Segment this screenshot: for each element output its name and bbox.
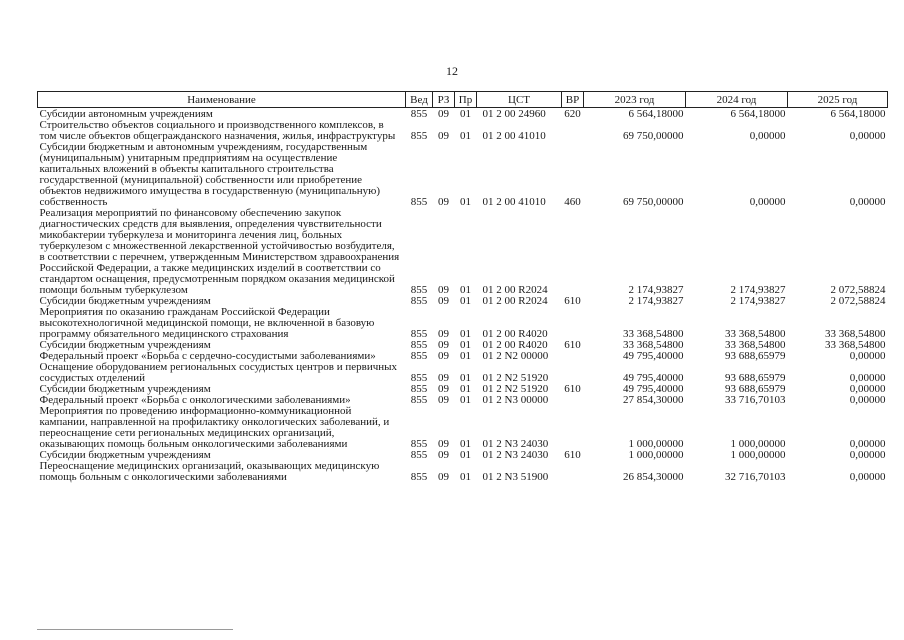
cell-y2024: 93 688,65979 <box>725 383 786 395</box>
table-row <box>38 461 888 483</box>
cell-pr: 01 <box>460 449 471 461</box>
cell-cst: 01 2 N3 00000 <box>482 394 549 406</box>
cell-pr: 01 <box>460 196 471 208</box>
cell-ved: 855 <box>410 394 428 406</box>
cell-y2024: 2 174,93827 <box>730 295 786 307</box>
cell-y2024: 32 716,70103 <box>725 471 786 483</box>
cell-ved: 855 <box>410 130 428 142</box>
bottom-rule <box>37 629 233 630</box>
cell-y2023: 33 368,54800 <box>623 339 684 351</box>
cell-rz: 09 <box>438 471 449 483</box>
cell-y2023: 49 795,40000 <box>623 372 684 384</box>
cell-vr: 610 <box>564 339 581 351</box>
cell-ved: 855 <box>410 372 428 384</box>
cell-name: Строительство объектов социального и производственного комплексов, в том числе объектов общегражданского назначения, жилья, инфраструктуры <box>39 119 396 142</box>
table-row <box>38 142 888 208</box>
cell-cst: 01 2 N3 24030 <box>482 449 549 461</box>
table-row <box>38 362 888 384</box>
cell-cst: 01 2 N2 51920 <box>482 383 549 395</box>
cell-y2024: 0,00000 <box>749 130 786 142</box>
cell-y2023: 6 564,18000 <box>628 108 684 120</box>
cell-rz: 09 <box>438 328 449 340</box>
table-header-row <box>38 92 888 108</box>
cell-y2023: 1 000,00000 <box>628 438 684 450</box>
cell-rz: 09 <box>438 130 449 142</box>
table-row <box>38 307 888 340</box>
cell-y2023: 26 854,30000 <box>623 471 684 483</box>
cell-cst: 01 2 00 24960 <box>482 108 546 120</box>
cell-vr: 460 <box>564 196 581 208</box>
header-vr: ВР <box>562 92 584 108</box>
cell-y2023: 2 174,93827 <box>628 284 684 296</box>
cell-ved: 855 <box>410 108 428 120</box>
cell-vr: 620 <box>564 108 581 120</box>
cell-rz: 09 <box>438 372 449 384</box>
cell-vr: 610 <box>564 449 581 461</box>
cell-y2023: 49 795,40000 <box>623 383 684 395</box>
budget-table <box>37 91 888 483</box>
header-2023: 2023 год <box>584 92 686 108</box>
cell-cst: 01 2 N3 51900 <box>482 471 549 483</box>
cell-ved: 855 <box>410 196 428 208</box>
cell-y2025: 0,00000 <box>849 394 886 406</box>
cell-rz: 09 <box>438 350 449 362</box>
cell-pr: 01 <box>460 372 471 384</box>
cell-name: Мероприятия по проведению информационно-коммуникационной кампании, направленной на профилактику онкологических заболеваний, и переоснащение сети региональных медицинских организаций, оказывающих помощь больным онкологическими заболеваниями <box>39 405 390 450</box>
cell-y2023: 69 750,00000 <box>623 130 684 142</box>
cell-ved: 855 <box>410 284 428 296</box>
header-ved: Вед <box>406 92 433 108</box>
cell-rz: 09 <box>438 339 449 351</box>
cell-name: Субсидии бюджетным учреждениям <box>39 339 211 351</box>
cell-y2025: 33 368,54800 <box>825 328 886 340</box>
cell-y2025: 0,00000 <box>849 471 886 483</box>
cell-y2025: 6 564,18000 <box>830 108 886 120</box>
cell-y2023: 2 174,93827 <box>628 295 684 307</box>
cell-name: Субсидии бюджетным учреждениям <box>39 383 211 395</box>
cell-pr: 01 <box>460 284 471 296</box>
cell-pr: 01 <box>460 295 471 307</box>
cell-y2023: 69 750,00000 <box>623 196 684 208</box>
cell-y2024: 6 564,18000 <box>730 108 786 120</box>
cell-rz: 09 <box>438 108 449 120</box>
header-2024: 2024 год <box>686 92 788 108</box>
cell-pr: 01 <box>460 339 471 351</box>
cell-y2024: 93 688,65979 <box>725 372 786 384</box>
header-rz: РЗ <box>433 92 455 108</box>
cell-vr <box>562 307 584 340</box>
cell-name: Федеральный проект «Борьба с сердечно-сосудистыми заболеваниями» <box>39 350 376 362</box>
table-row <box>38 208 888 296</box>
cell-y2025: 0,00000 <box>849 438 886 450</box>
cell-vr <box>562 406 584 450</box>
cell-y2025: 0,00000 <box>849 372 886 384</box>
cell-vr: 610 <box>564 295 581 307</box>
table-row <box>38 406 888 450</box>
cell-y2023: 49 795,40000 <box>623 350 684 362</box>
cell-pr: 01 <box>460 130 471 142</box>
cell-y2025: 0,00000 <box>849 196 886 208</box>
cell-pr: 01 <box>460 328 471 340</box>
cell-y2025: 0,00000 <box>849 449 886 461</box>
cell-y2024: 2 174,93827 <box>730 284 786 296</box>
cell-name: Мероприятия по оказанию гражданам Российской Федерации высокотехнологичной медицинской помощи, не включенной в базовую программу обязательного медицинского страхования <box>39 306 375 340</box>
cell-ved: 855 <box>410 339 428 351</box>
cell-name: Реализация мероприятий по финансовому обеспечению закупок диагностических средств для выявления, определения чувствительности микобактерии туберкулеза и мониторинга лечения лиц, больных туберкулезом с множественной лекарственной устойчивостью возбудителя, в соответствии с перечнем, утвержденным Министерством здравоохранения Российской Федерации, а также медицинских изделий в соответствии со стандартом оснащения, предусмотренным порядком оказания медицинской помощи больным туберкулезом <box>39 207 400 296</box>
cell-name: Переоснащение медицинских организаций, оказывающих медицинскую помощь больным с онкологическими заболеваниями <box>39 460 380 483</box>
cell-name: Оснащение оборудованием региональных сосудистых центров и первичных сосудистых отделений <box>39 361 398 384</box>
cell-rz: 09 <box>438 284 449 296</box>
cell-y2025: 2 072,58824 <box>830 295 886 307</box>
cell-cst: 01 2 00 R2024 <box>482 284 548 296</box>
cell-cst: 01 2 00 R4020 <box>482 339 548 351</box>
cell-vr <box>562 362 584 384</box>
cell-name: Федеральный проект «Борьба с онкологическими заболеваниями» <box>39 394 351 406</box>
cell-pr: 01 <box>460 438 471 450</box>
cell-ved: 855 <box>410 350 428 362</box>
cell-rz: 09 <box>438 438 449 450</box>
cell-vr: 610 <box>564 383 581 395</box>
cell-vr <box>562 395 584 406</box>
cell-ved: 855 <box>410 449 428 461</box>
cell-pr: 01 <box>460 383 471 395</box>
cell-vr <box>562 351 584 362</box>
cell-y2024: 33 368,54800 <box>725 328 786 340</box>
header-2025: 2025 год <box>788 92 888 108</box>
cell-rz: 09 <box>438 295 449 307</box>
cell-cst: 01 2 N2 51920 <box>482 372 549 384</box>
cell-name: Субсидии бюджетным учреждениям <box>39 449 211 461</box>
cell-rz: 09 <box>438 449 449 461</box>
cell-rz: 09 <box>438 394 449 406</box>
cell-ved: 855 <box>410 383 428 395</box>
cell-cst: 01 2 00 41010 <box>482 196 546 208</box>
cell-cst: 01 2 00 41010 <box>482 130 546 142</box>
cell-y2024: 1 000,00000 <box>730 438 786 450</box>
cell-y2025: 0,00000 <box>849 383 886 395</box>
cell-pr: 01 <box>460 108 471 120</box>
cell-y2025: 0,00000 <box>849 350 886 362</box>
header-cst: ЦСТ <box>477 92 562 108</box>
cell-pr: 01 <box>460 471 471 483</box>
cell-pr: 01 <box>460 394 471 406</box>
cell-ved: 855 <box>410 328 428 340</box>
cell-y2024: 1 000,00000 <box>730 449 786 461</box>
cell-rz: 09 <box>438 196 449 208</box>
cell-ved: 855 <box>410 471 428 483</box>
cell-y2025: 2 072,58824 <box>830 284 886 296</box>
cell-y2024: 33 716,70103 <box>725 394 786 406</box>
cell-y2023: 27 854,30000 <box>623 394 684 406</box>
header-pr: Пр <box>455 92 477 108</box>
cell-vr <box>562 461 584 483</box>
table-body <box>38 108 888 484</box>
cell-y2024: 93 688,65979 <box>725 350 786 362</box>
page-number: 12 <box>446 64 458 78</box>
cell-y2023: 33 368,54800 <box>623 328 684 340</box>
cell-name: Субсидии бюджетным учреждениям <box>39 295 211 307</box>
cell-y2023: 1 000,00000 <box>628 449 684 461</box>
header-name: Наименование <box>38 92 406 108</box>
cell-y2025: 0,00000 <box>849 130 886 142</box>
cell-cst: 01 2 00 R2024 <box>482 295 548 307</box>
cell-ved: 855 <box>410 438 428 450</box>
cell-name: Субсидии бюджетным и автономным учреждениям, государственным (муниципальным) унитарным предприятиям на осуществление капитальных вложений в объекты капитального строительства государственной (муниципальной) собственности или приобретение объектов недвижимого имущества в государственную (муниципальную) собственность <box>39 141 381 208</box>
cell-y2024: 0,00000 <box>749 196 786 208</box>
cell-rz: 09 <box>438 383 449 395</box>
cell-cst: 01 2 N3 24030 <box>482 438 549 450</box>
cell-y2025: 33 368,54800 <box>825 339 886 351</box>
cell-name: Субсидии автономным учреждениям <box>39 108 213 120</box>
cell-y2024: 33 368,54800 <box>725 339 786 351</box>
cell-vr <box>562 208 584 296</box>
cell-cst: 01 2 00 R4020 <box>482 328 548 340</box>
cell-vr <box>562 120 584 142</box>
cell-cst: 01 2 N2 00000 <box>482 350 549 362</box>
cell-pr: 01 <box>460 350 471 362</box>
cell-ved: 855 <box>410 295 428 307</box>
table-row <box>38 120 888 142</box>
